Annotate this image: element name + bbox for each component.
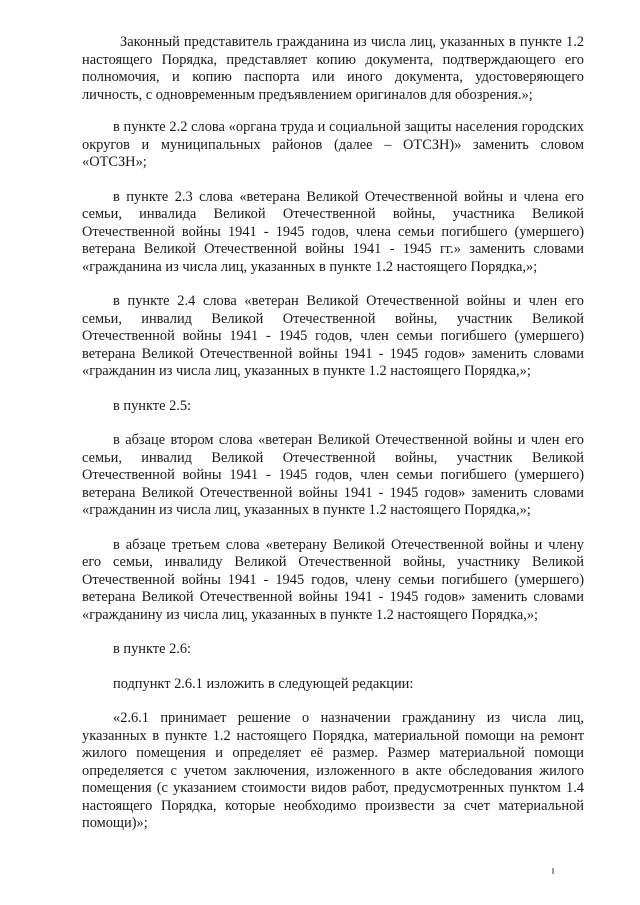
paragraph-point-2-4: в пункте 2.4 слова «ветеран Великой Отечественной войны и член его семьи, инвалид Великой Отечественной войны, участник Великой Отечественной войны 1941 - 1945 годов, член семьи погибшего (умершего) ветерана Великой Отечественной войны 1941 - 1945 годов» заменить словами «гражданин из числа лиц, указанных в пункте 1.2 настоящего Порядка,»; bbox=[82, 293, 584, 379]
paragraph-subpoint-heading: подпункт 2.6.1 изложить в следующей редакции: bbox=[113, 675, 414, 692]
paragraph-point-2-6-heading: в пункте 2.6: bbox=[113, 641, 192, 657]
document-page bbox=[82, 34, 584, 848]
paragraph-point-2-5-second: в абзаце втором слова «ветеран Великой Отечественной войны и член его семьи, инвалид Великой Отечественной войны, участник Великой Отечественной войны 1941 - 1945 годов, член семьи погибшего (умершего) ветерана Великой Отечественной войны 1941 - 1945 годов» заменить словами «гражданин из числа лиц, указанных в пункте 1.2 настоящего Порядка,»; bbox=[82, 432, 584, 518]
paragraph-legal-representative: Законный представитель гражданина из числа лиц, указанных в пункте 1.2 настоящего Порядка, представляет копию документа, подтверждающего его полномочия, и копию паспорта или иного документа, удостоверяющего личность, с одновременным предъявлением оригиналов для обозрения.»; bbox=[82, 34, 584, 103]
scan-mark bbox=[552, 868, 554, 874]
paragraph-point-2-5-heading: в пункте 2.5: bbox=[113, 397, 192, 414]
paragraph-point-2-3: в пункте 2.3 слова «ветерана Великой Отечественной войны и члена его семьи, инвалида Великой Отечественной войны, участника Великой Отечественной войны 1941 - 1945 годов, члена семьи погибшего (умершего) ветерана Великой Отечественной войны 1941 - 1945 гг.» заменить словами «гражданина из числа лиц, указанных в пункте 1.2 настоящего Порядка,»; bbox=[82, 188, 584, 275]
paragraph-subpoint-2-6-1: «2.6.1 принимает решение о назначении гражданину из числа лиц, указанных в пункте 1.2 настоящего Порядка, материальной помощи на ремонт жилого помещения и определяет её размер. Размер материальной помощи определяется с учетом заключения, изложенного в акте обследования жилого помещения (с указанием стоимости видов работ, предусмотренных пунктом 1.4 настоящего Порядка, которые необходимо произвести за счет материальной помощи)»; bbox=[82, 710, 584, 831]
paragraph-point-2-2: в пункте 2.2 слова «органа труда и социальной защиты населения городских округов и муниципальных районов (далее – ОТСЗН)» заменить словом «ОТСЗН»; bbox=[82, 119, 584, 170]
paragraph-point-2-5-third: в абзаце третьем слова «ветерану Великой Отечественной войны и члену его семьи, инвалиду Великой Отечественной войны, участнику Великой Отечественной войны 1941 - 1945 годов, члену семьи погибшего (умершего) ветерана Великой Отечественной войны 1941 - 1945 годов» заменить словами «гражданину из числа лиц, указанных в пункте 1.2 настоящего Порядка,»; bbox=[82, 536, 584, 623]
